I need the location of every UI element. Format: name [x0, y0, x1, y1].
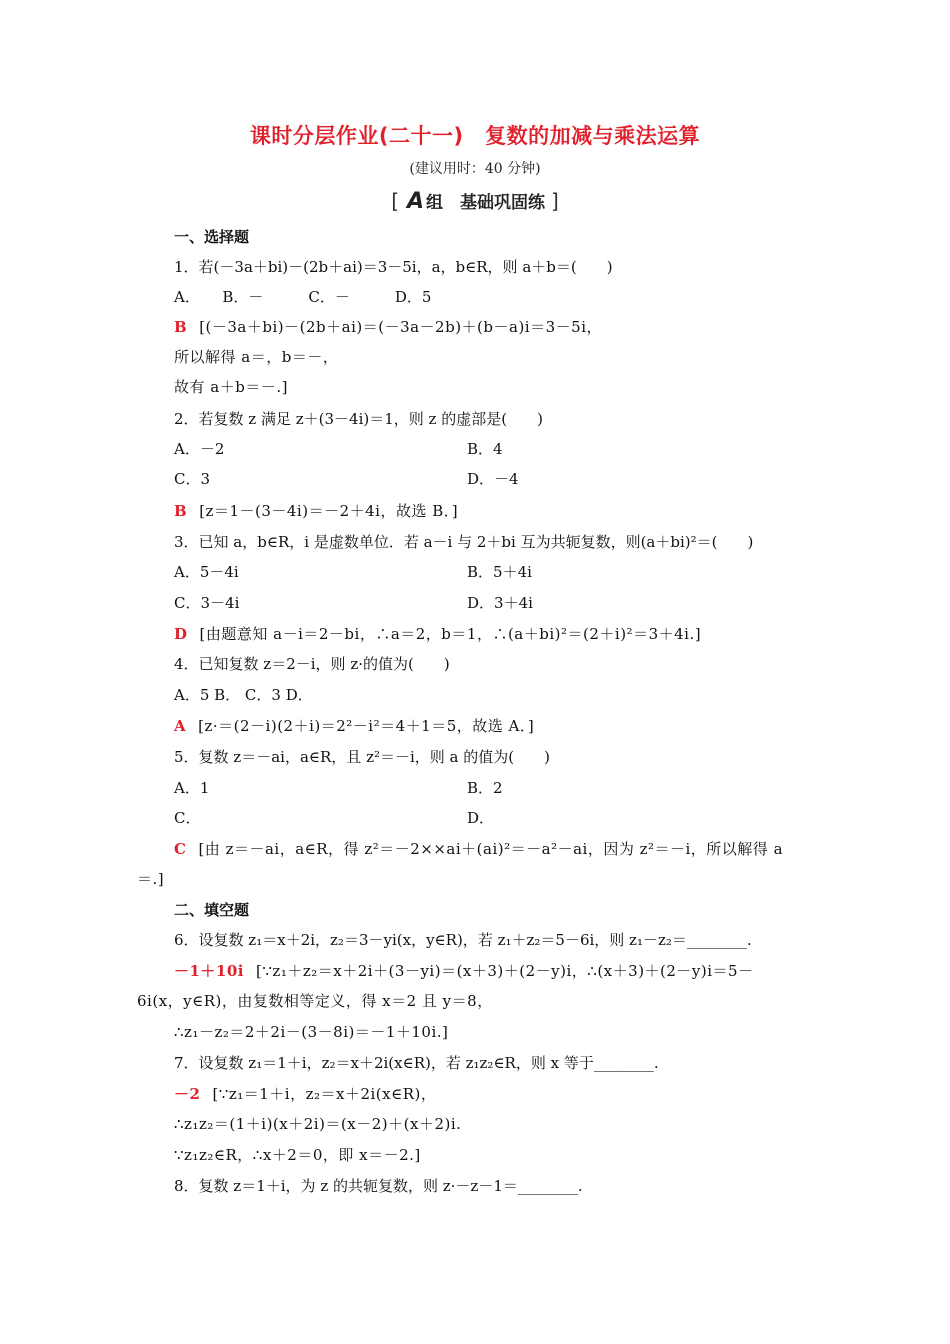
- q5-option-b: B．2: [467, 779, 503, 797]
- q2-option-b: B．4: [467, 440, 503, 458]
- q2-answer: B: [174, 502, 188, 520]
- q2-option-a: A．－2: [174, 440, 225, 458]
- q1-stem: 1．若(－3a＋bi)－(2b＋ai)＝3－5i，a，b∈R，则 a＋b＝( ): [174, 258, 613, 276]
- q5-option-c: C．: [174, 809, 201, 827]
- q6-solution-line1: －1＋10i [∵z₁＋z₂＝x＋2i＋(3－yi)＝(x＋3)＋(2－y)i，∴(x＋3)＋(2－y)i＝5－: [174, 962, 754, 980]
- section-heading-fill: 二、填空题: [174, 901, 250, 919]
- q1-options: A． B．－ C．－ D．5: [174, 288, 432, 306]
- q4-stem: 4．已知复数 z＝2－i，则 z·的值为( ): [174, 655, 450, 673]
- q3-options-row1: [174, 557, 814, 587]
- q3-options-row2: [174, 588, 814, 618]
- q4-options: A．5 B． C．3 D．: [174, 686, 313, 704]
- q4-answer: A: [174, 717, 187, 735]
- q2-option-c: C．3: [174, 470, 211, 488]
- q1-answer: B: [174, 318, 188, 336]
- q7-stem: 7．设复数 z₁＝1＋i，z₂＝x＋2i(x∈R)，若 z₁z₂∈R，则 x 等于________.: [174, 1054, 659, 1072]
- q3-option-c: C．3－4i: [174, 594, 240, 612]
- time-suggestion: (建议用时：40 分钟): [409, 161, 541, 177]
- bracket-left: [: [391, 189, 400, 213]
- group-letter: A: [406, 189, 425, 214]
- section-heading-choice: 一、选择题: [174, 228, 250, 246]
- q5-option-d: D．: [467, 809, 495, 827]
- q6-solution-line3: ∴z₁－z₂＝2＋2i－(3－8i)＝－1＋10i.]: [174, 1023, 449, 1041]
- q5-options-row2: [174, 803, 814, 833]
- q3-option-d: D．3＋4i: [467, 594, 533, 612]
- bracket-right: ]: [550, 189, 559, 213]
- q2-stem: 2．若复数 z 满足 z＋(3－4i)＝1，则 z 的虚部是( ): [174, 410, 543, 428]
- q2-solution: B [z＝1－(3－4i)＝－2＋4i，故选 B．]: [174, 502, 459, 520]
- q6-stem: 6．设复数 z₁＝x＋2i，z₂＝3－yi(x，y∈R)，若 z₁＋z₂＝5－6i，则 z₁－z₂＝________.: [174, 931, 752, 949]
- q6-solution-line2: 6i(x，y∈R)，由复数相等定义，得 x＝2 且 y＝8，: [137, 992, 493, 1010]
- page-title: 课时分层作业(二十一) 复数的加减与乘法运算: [249, 124, 701, 148]
- q7-answer: －2: [174, 1085, 201, 1103]
- group-label: 组 基础巩固练: [426, 193, 546, 213]
- q2-options-row1: [174, 434, 814, 464]
- q3-option-b: B．5＋4i: [467, 563, 532, 581]
- q5-options-row1: [174, 773, 814, 803]
- q6-answer: －1＋10i: [174, 962, 245, 980]
- q3-solution: D [由题意知 a－i＝2－bi，∴a＝2，b＝1，∴(a＋bi)²＝(2＋i)²＝3＋4i.]: [174, 625, 702, 643]
- q7-solution-line3: ∵z₁z₂∈R，∴x＋2＝0，即 x＝－2.]: [174, 1146, 421, 1164]
- q3-answer: D: [174, 625, 188, 643]
- q1-solution-line3: 故有 a＋b＝－.]: [174, 378, 288, 396]
- q1-solution-line1: B [(－3a＋bi)－(2b＋ai)＝(－3a－2b)＋(b－a)i＝3－5i，: [174, 318, 602, 336]
- q7-solution-line1: －2 [∵z₁＝1＋i，z₂＝x＋2i(x∈R)，: [174, 1085, 437, 1103]
- q7-solution-line2: ∴z₁z₂＝(1＋i)(x＋2i)＝(x－2)＋(x＋2)i.: [174, 1115, 462, 1133]
- q4-solution: A [z·＝(2－i)(2＋i)＝2²－i²＝4＋1＝5，故选 A．]: [174, 717, 535, 735]
- q5-solution-line2: ＝.]: [137, 870, 165, 888]
- q5-solution-line1: C [由 z＝－ai，a∈R，得 z²＝－2××ai＋(ai)²＝－a²－ai，因为 z²＝－i，所以解得 a: [174, 840, 784, 858]
- q5-option-a: A．1: [174, 779, 210, 797]
- group-banner: [0, 188, 950, 214]
- q2-options-row2: [174, 464, 814, 494]
- q5-answer: C: [174, 840, 187, 858]
- q1-solution-line2: 所以解得 a＝，b＝－，: [174, 348, 339, 366]
- q8-stem: 8．复数 z＝1＋i，为 z 的共轭复数，则 z·－z－1＝________.: [174, 1177, 583, 1195]
- q2-option-d: D．－4: [467, 470, 519, 488]
- q5-stem: 5．复数 z＝－ai，a∈R，且 z²＝－i，则 a 的值为( ): [174, 748, 550, 766]
- q3-option-a: A．5－4i: [174, 563, 239, 581]
- q3-stem: 3．已知 a，b∈R，i 是虚数单位．若 a－i 与 2＋bi 互为共轭复数，则(a＋bi)²＝( ): [174, 533, 754, 551]
